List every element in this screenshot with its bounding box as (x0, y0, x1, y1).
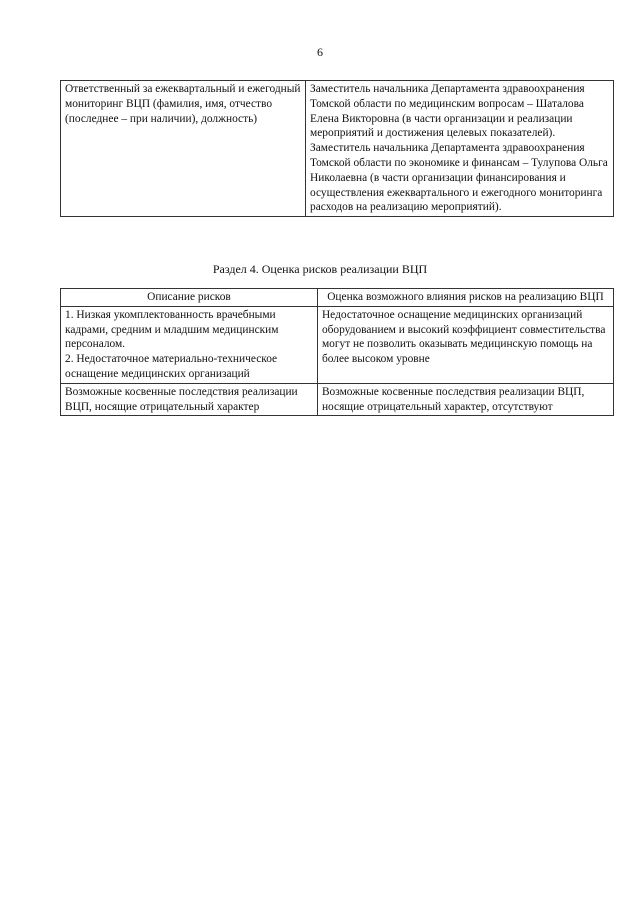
table-row (61, 306, 614, 383)
table-row (61, 81, 614, 217)
section-title: Раздел 4. Оценка рисков реализации ВЦП (212, 262, 428, 276)
risk-description-cell (61, 306, 318, 383)
monitoring-label-cell: Ответственный за ежеквартальный и ежегодный мониторинг ВЦП (фамилия, имя, отчество (последнее – при наличии), должность) (61, 81, 306, 217)
indirect-risk-cell: Возможные косвенные последствия реализации ВЦП, носящие отрицательный характер (61, 383, 318, 416)
indirect-impact-cell: Возможные косвенные последствия реализации ВЦП, носящие отрицательный характер, отсутствуют (317, 383, 613, 416)
monitoring-table (60, 80, 614, 217)
risk-impact-cell: Недостаточное оснащение медицинских организаций оборудованием и высокий коэффициент совместительства могут не позволить оказывать медицинскую помощь на более высоком уровне (317, 306, 613, 383)
header-risks: Описание рисков (61, 289, 318, 307)
risk-table (60, 288, 614, 416)
header-impact: Оценка возможного влияния рисков на реализацию ВЦП (317, 289, 613, 307)
table-row (61, 383, 614, 416)
responsible-medical-deputy: Заместитель начальника Департамента здравоохранения Томской области по медицинским вопросам – Шаталова Елена Викторовна (в части организации и реализации мероприятий и достижения целевых показателей). (310, 83, 585, 140)
responsible-finance-deputy: Заместитель начальника Департамента здравоохранения Томской области по экономике и финансам – Тулупова Ольга Николаевна (в части организации финансирования и осуществления ежеквартального и ежегодного мониторинга расходов на реализацию мероприятий). (310, 142, 608, 214)
risk-equipment: 2. Недостаточное материально-техническое оснащение медицинских организаций (65, 353, 278, 380)
risk-staffing: 1. Низкая укомплектованность врачебными кадрами, средним и младшим медицинским персоналом. (65, 308, 279, 351)
table-header-row (61, 289, 614, 307)
monitoring-responsible-cell (306, 81, 614, 217)
page-number: 6 (317, 45, 323, 59)
